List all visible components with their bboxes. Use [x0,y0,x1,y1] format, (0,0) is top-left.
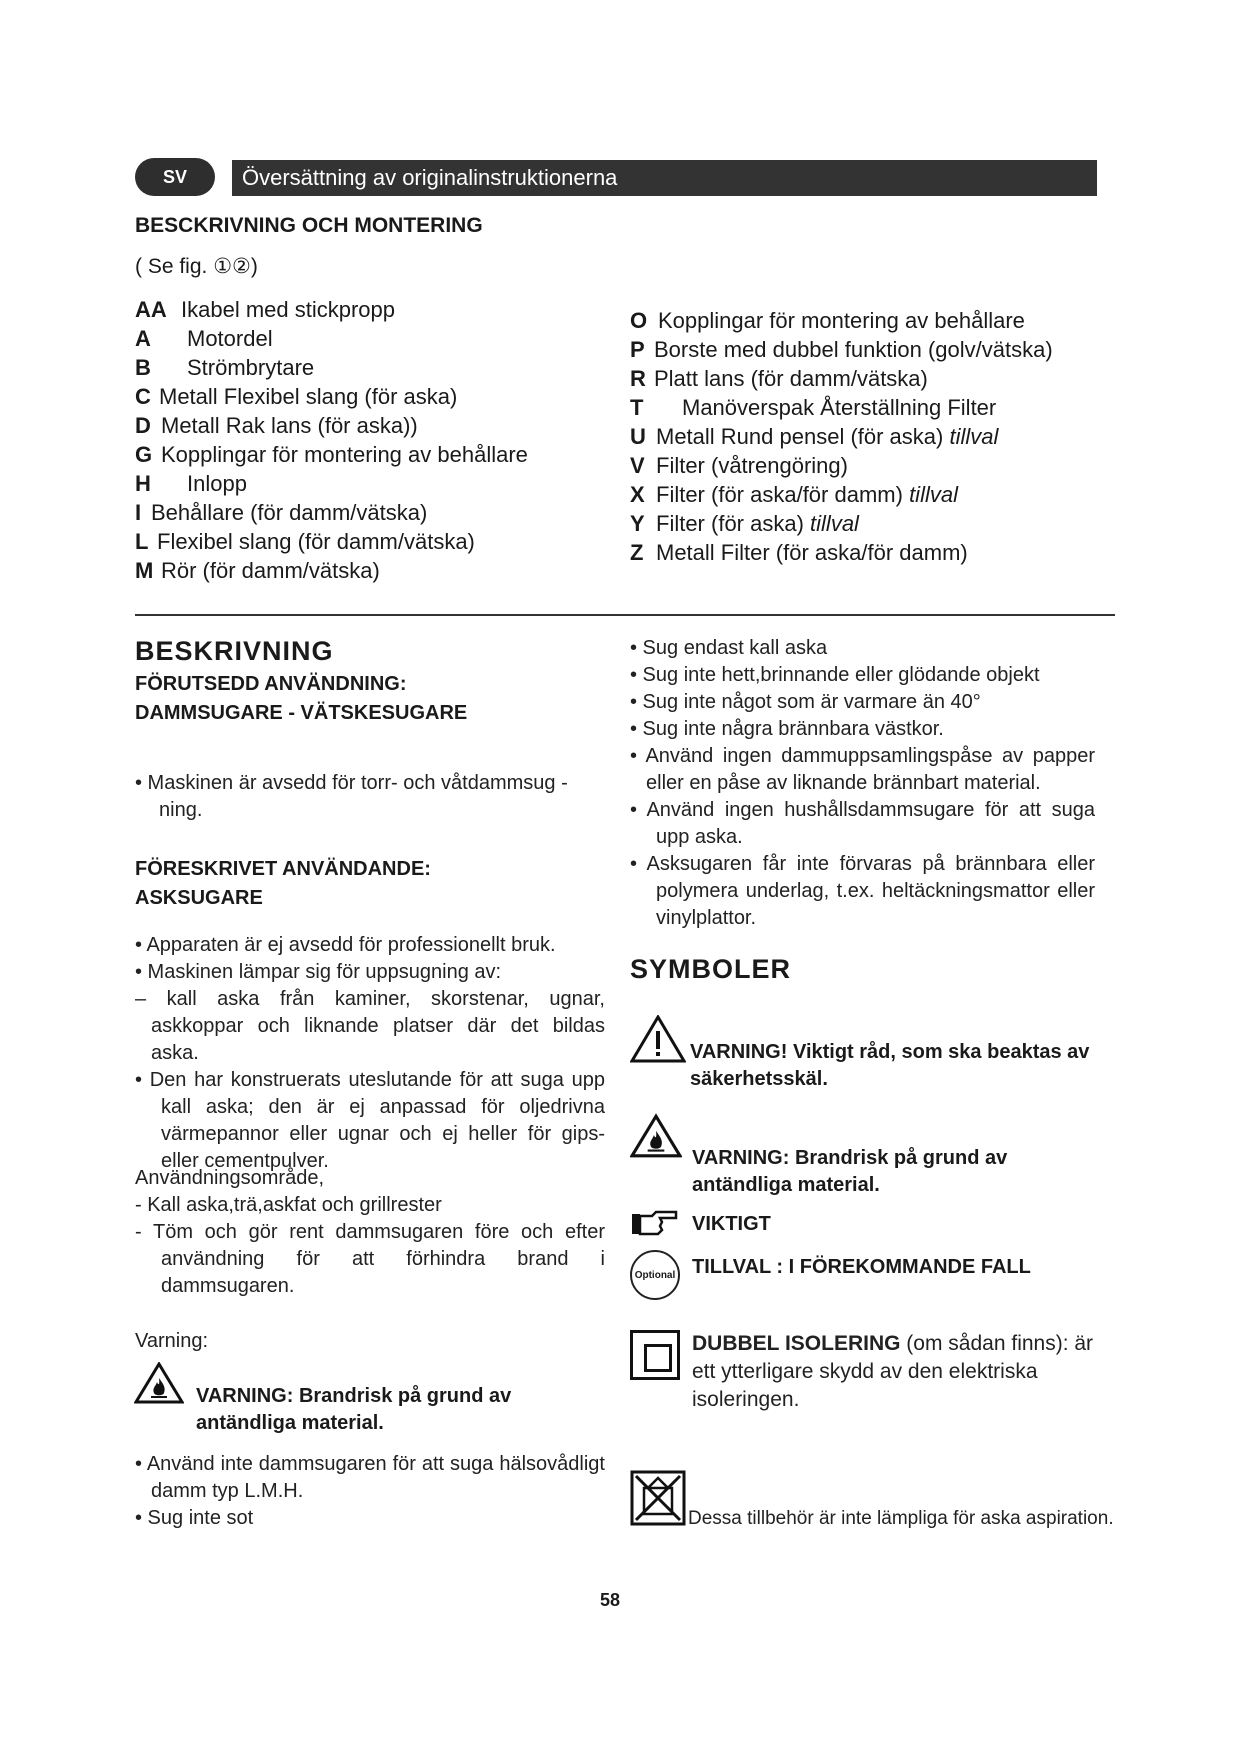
list-item: • Sug inte hett,brinnande eller glödande objekt [630,664,1040,686]
prescribed-use-list [135,932,605,1175]
list-item: • Sug inte sot [135,1507,254,1529]
part-item: L Flexibel slang (för damm/vätska) [135,529,475,554]
part-item: D Metall Rak lans (för aska)) [135,413,418,438]
prescribed-use-heading: FÖRESKRIVET ANVÄNDANDE: ASKSUGARE [135,858,431,909]
optional-badge-icon: Optional [630,1250,680,1300]
parts-list-right [630,306,1053,567]
symbol-warning-text: VARNING! Viktigt råd, som ska beaktas av säkerhetsskäl. [690,1041,1090,1090]
symbol-not-for-ash-text: Dessa tillbehör är inte lämpliga för aska aspiration. [688,1508,1114,1529]
usage-area: Användningsområde, - Kall aska,trä,askfat och grillrester - Töm och gör rent dammsugaren före och efter användning för att förhindra brand i dammsugaren. [135,1165,605,1300]
symbol-double-insulation-text: DUBBEL ISOLERING (om sådan finns): är ett ytterligare skydd av den elektriska isoleringen. [692,1332,1094,1411]
part-item: H Inlopp [135,471,247,496]
header-bar [232,160,1097,196]
part-item: U Metall Rund pensel (för aska) tillval [630,424,999,449]
pointing-hand-icon [630,1208,680,1238]
part-item: C Metall Flexibel slang (för aska) [135,384,458,409]
section-divider [135,614,1115,616]
part-item: T Manöverspak Återställning Filter [630,395,997,420]
symbol-optional-text: TILLVAL : I FÖREKOMMANDE FALL [692,1256,1031,1278]
part-item: I Behållare (för damm/vätska) [135,500,428,525]
part-item: B Strömbrytare [135,355,315,380]
language-badge: SV [135,158,215,196]
ash-rules-list [630,635,1095,932]
warning-label: Varning: [135,1330,209,1352]
part-item: Z Metall Filter (för aska/för damm) [630,540,968,565]
list-item: • Sug endast kall aska [630,637,828,659]
part-item: A Motordel [135,326,273,351]
section-heading-description-mounting: BESCKRIVNING OCH MONTERING [135,214,483,237]
title-symboler: SYMBOLER [630,954,792,984]
title-beskrivning: BESKRIVNING [135,636,334,666]
warning-triangle-icon [630,1015,686,1063]
part-item: R Platt lans (för damm/vätska) [630,366,928,391]
page-number: 58 [600,1590,621,1610]
intended-use-text: • Maskinen är avsedd för torr- och våtdammsug - ning. [135,772,568,821]
figure-reference: ( Se fig. ①②) [135,255,258,278]
fire-warning-text: VARNING: Brandrisk på grund av antändliga material. [196,1385,512,1434]
list-item: • Använd inte dammsugaren för att suga hälsovådligt damm typ L.M.H. [135,1453,605,1502]
parts-list-left [135,295,528,585]
intended-use-heading: FÖRUTSEDD ANVÄNDNING: DAMMSUGARE - VÄTSKESUGARE [135,673,468,724]
list-item: • Apparaten är ej avsedd för professionellt bruk. [135,934,556,956]
symbol-important-text: VIKTIGT [692,1213,771,1235]
not-for-ash-icon [630,1470,686,1526]
list-item: • Använd ingen hushållsdammsugare för att suga upp aska. [630,799,1095,848]
list-item: - Töm och gör rent dammsugaren före och efter användning för att förhindra brand i dammsugaren. [135,1221,605,1297]
list-item: • Maskinen lämpar sig för uppsugning av: [135,961,502,983]
fire-warning-icon [134,1362,184,1404]
part-item: G Kopplingar för montering av behållare [135,442,528,467]
part-item: O Kopplingar för montering av behållare [630,308,1025,333]
list-item: - Kall aska,trä,askfat och grillrester [135,1194,442,1216]
final-bullets [135,1451,605,1532]
part-item: Y Filter (för aska) tillval [630,511,859,536]
header-title: Översättning av originalinstruktionerna [242,165,618,190]
fire-warning-icon [630,1113,682,1159]
part-item: P Borste med dubbel funktion (golv/vätska) [630,337,1053,362]
part-item: X Filter (för aska/för damm) tillval [630,482,958,507]
list-item: • Sug inte några brännbara västkor. [630,718,944,740]
part-item: M Rör (för damm/vätska) [135,558,380,583]
list-item: • Den har konstruerats uteslutande för att suga upp kall aska; den är ej anpassad för oljedrivna värmepannor eller ugnar och ej heller för gips- eller cementpulver. [135,1069,605,1172]
symbol-fire-text: VARNING: Brandrisk på grund av antändliga material. [692,1147,1008,1196]
part-item: V Filter (våtrengöring) [630,453,848,478]
part-item: AA Ikabel med stickpropp [135,297,395,322]
list-item: • Asksugaren får inte förvaras på brännbara eller polymera underlag, t.ex. heltäckningsmattor eller vinylplattor. [630,853,1095,929]
list-item: – kall aska från kaminer, skorstenar, ugnar, askkoppar och liknande platser där det bildas aska. [135,988,605,1064]
list-item: • Använd ingen dammuppsamlingspåse av papper eller en påse av liknande brännbart material. [630,745,1095,794]
double-insulation-icon [630,1330,680,1380]
list-item: • Sug inte något som är varmare än 40° [630,691,981,713]
